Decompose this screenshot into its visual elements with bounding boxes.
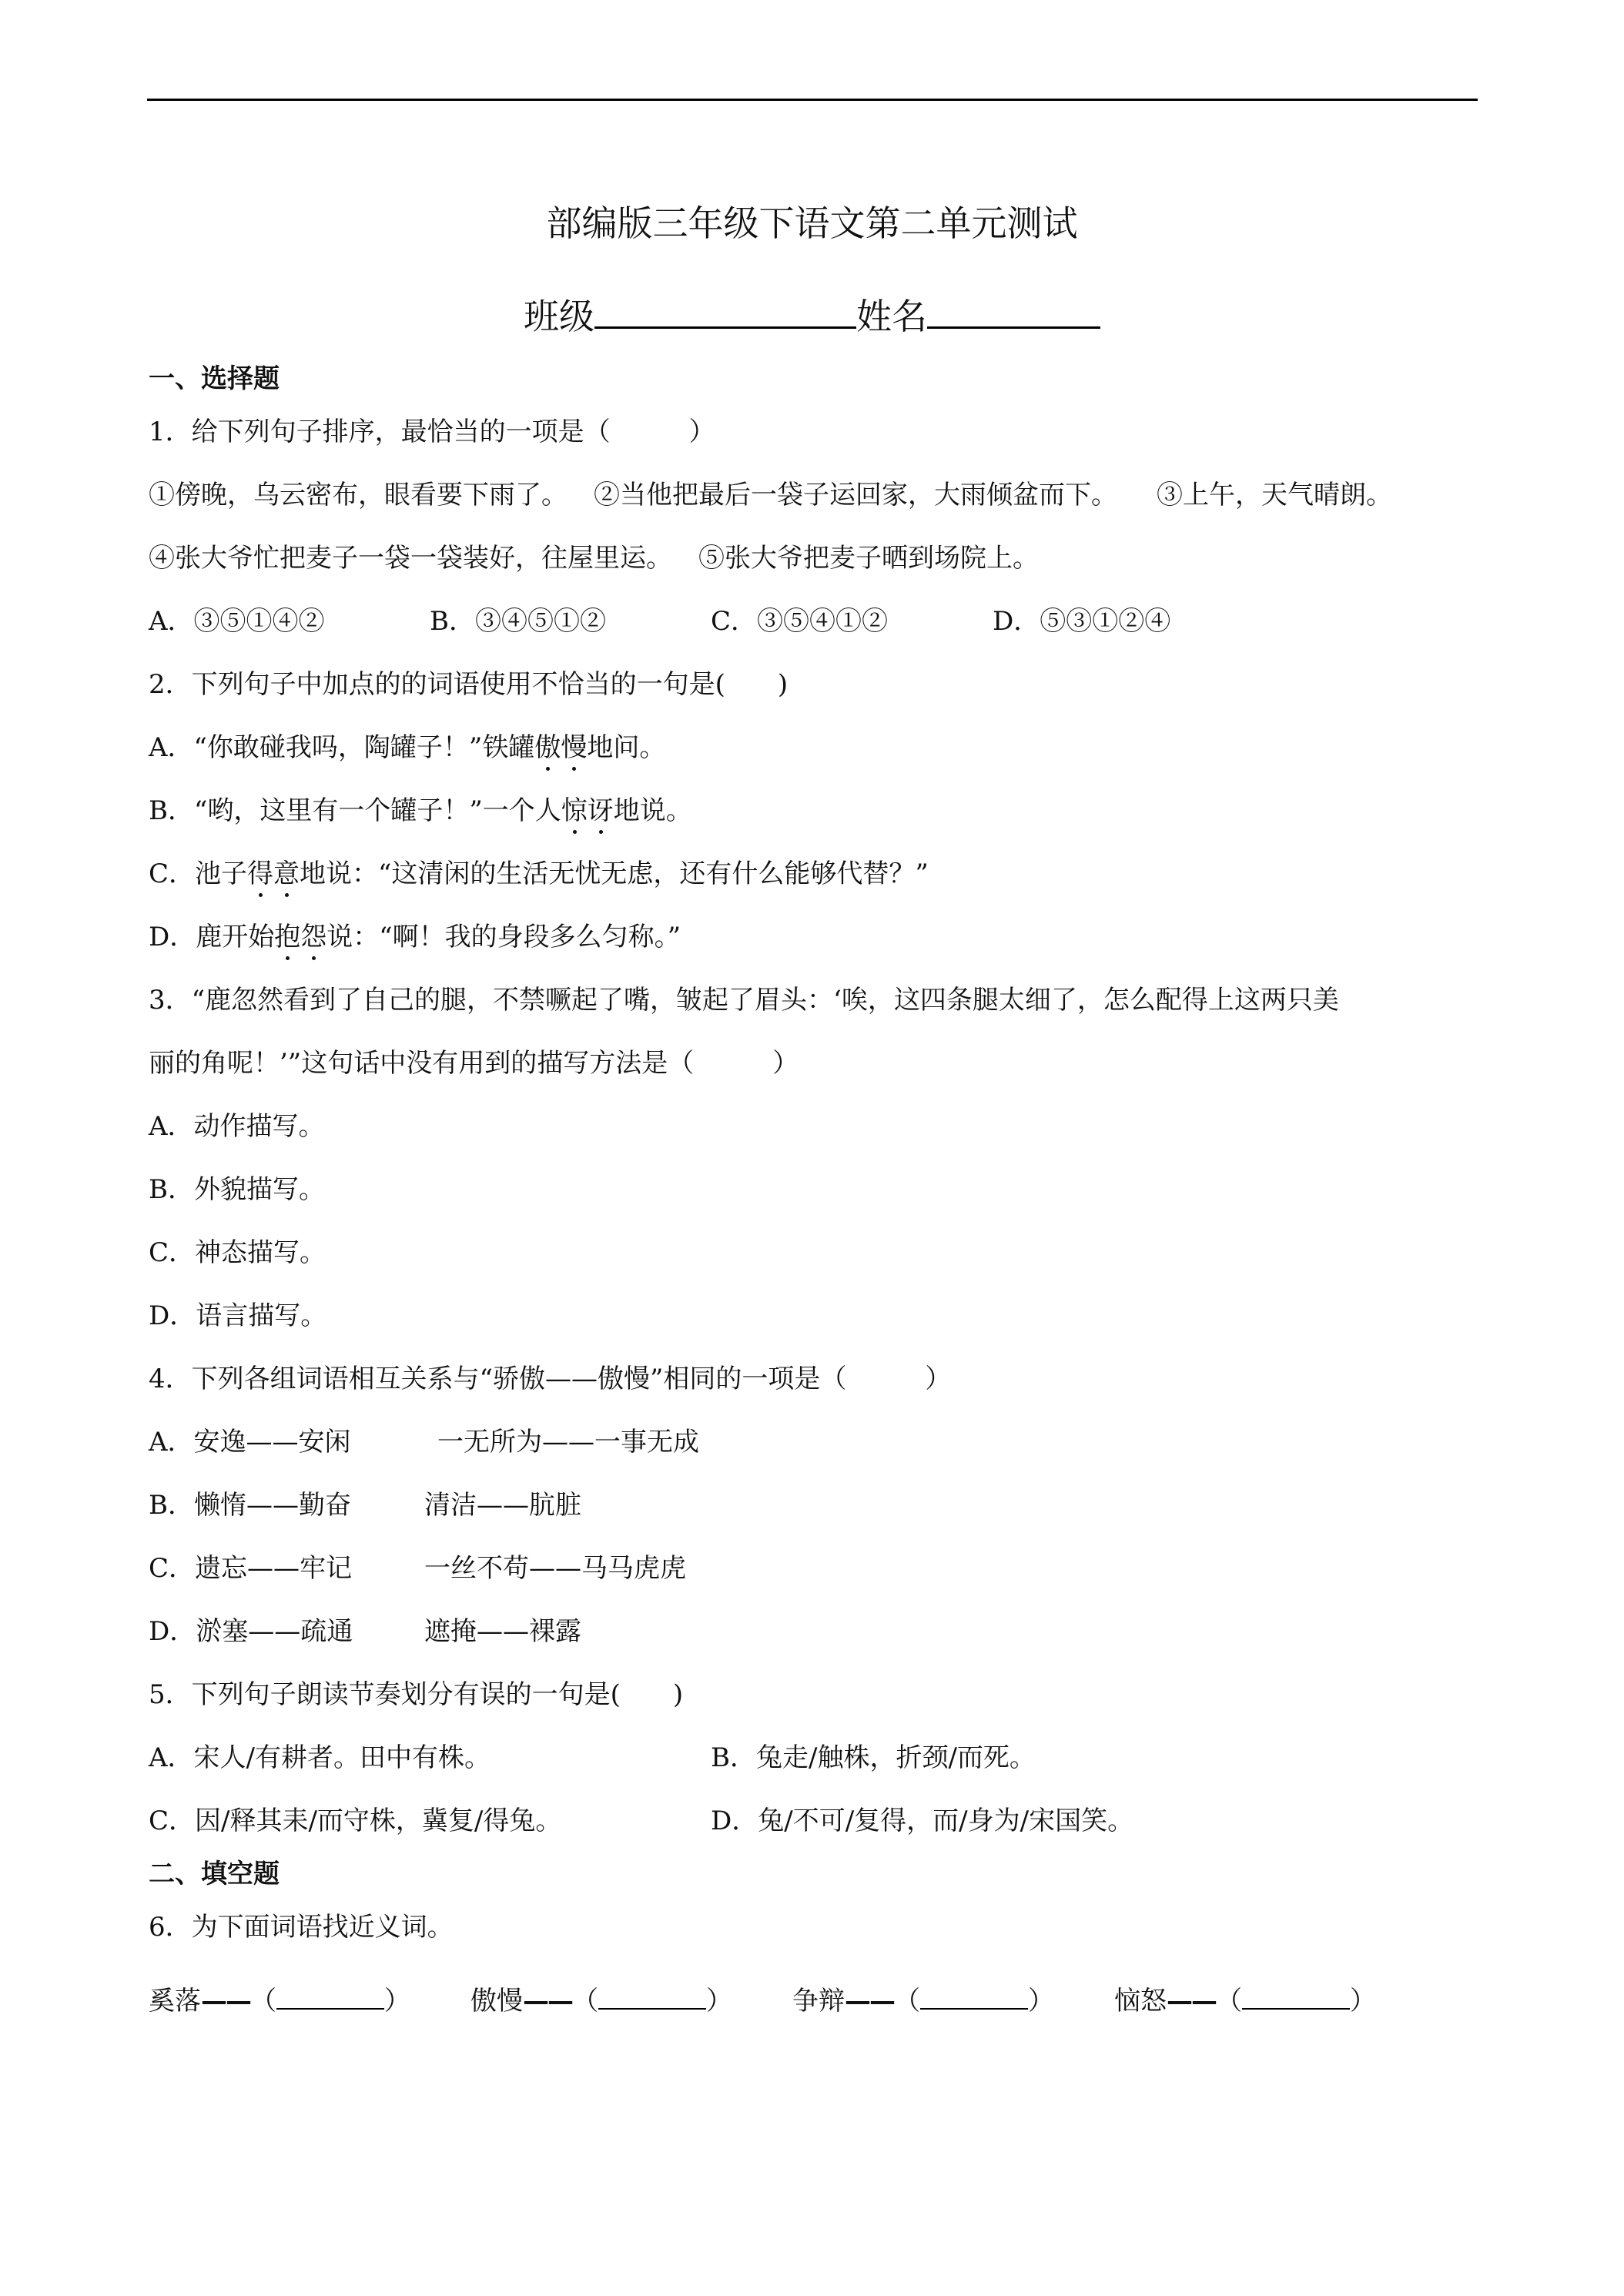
answer-blank[interactable] (920, 1982, 1028, 2010)
name-label: 姓名 (856, 296, 927, 337)
option-b[interactable] (149, 1487, 581, 1524)
word-pair: A．安逸——安闲 (149, 1427, 351, 1458)
option-text: 说：“啊！我的身段多么匀称。” (326, 922, 681, 952)
word-pair: C．遗忘——牢记 (149, 1553, 353, 1584)
dash: —— (201, 1986, 250, 2017)
question-6-stem: 6．为下面词语找近义词。 (149, 1912, 454, 1943)
word-pair: 一丝不苟——马马虎虎 (424, 1553, 686, 1584)
option-a[interactable] (149, 1424, 699, 1461)
option-text: 地说。 (613, 795, 692, 826)
option-c[interactable] (149, 855, 929, 892)
option-d[interactable]: D．语言描写。 (149, 1300, 327, 1331)
synonym-item (792, 1982, 1054, 2020)
sentence-2: ②当他把最后一袋子运回家，大雨倾盆而下。 (594, 480, 1117, 510)
dotted-char: 得 (247, 858, 274, 889)
header-rule (147, 99, 1478, 101)
option-a[interactable]: A．动作描写。 (149, 1111, 325, 1142)
dotted-char: 抱 (274, 922, 301, 952)
option-c[interactable]: C．③⑤④①② (711, 606, 889, 637)
option-c[interactable]: C．神态描写。 (149, 1237, 326, 1268)
class-blank[interactable] (594, 291, 856, 329)
option-a[interactable]: A．宋人/有耕者。田中有株。 (149, 1742, 491, 1773)
dash: —— (1167, 1986, 1216, 2017)
dotted-char: 怨 (300, 922, 327, 952)
question-3-stem-line1: 3．“鹿忽然看到了自己的腿，不禁噘起了嘴，皱起了眉头：‘唉，这四条腿太细了，怎么配得上这两只美 (149, 985, 1339, 1016)
option-d[interactable]: D．⑤③①②④ (993, 606, 1171, 637)
dotted-char: 讶 (587, 795, 614, 826)
synonym-item (470, 1982, 732, 2020)
word: 争辩 (792, 1986, 845, 2017)
question-4-stem: 4．下列各组词语相互关系与“骄傲——傲慢”相同的一项是（ ） (149, 1364, 952, 1394)
answer-blank[interactable] (598, 1982, 706, 2010)
option-d[interactable] (149, 919, 681, 956)
option-c[interactable]: C．因/释其耒/而守株，冀复/得兔。 (149, 1806, 562, 1836)
synonym-item (149, 1982, 410, 2020)
dash: —— (845, 1986, 894, 2017)
question-1-sentences-a (149, 477, 1392, 514)
paren: ） (706, 1986, 732, 2017)
section-heading-fill: 二、填空题 (149, 1859, 280, 1889)
option-d[interactable] (149, 1613, 581, 1650)
sentence-5: ⑤张大爷把麦子晒到场院上。 (698, 543, 1039, 574)
option-b[interactable] (149, 792, 692, 829)
word: 傲慢 (470, 1986, 523, 2017)
class-label: 班级 (524, 296, 594, 337)
paren: ） (1350, 1986, 1376, 2017)
option-text: B．“哟，这里有一个罐子！”一个人 (149, 795, 561, 826)
option-a[interactable] (149, 729, 665, 766)
word: 恼怒 (1114, 1986, 1167, 2017)
dotted-char: 傲 (534, 732, 561, 763)
option-a[interactable]: A．③⑤①④② (149, 606, 325, 637)
student-info-line (0, 291, 1624, 341)
option-c[interactable] (149, 1550, 686, 1587)
sentence-4: ④张大爷忙把麦子一袋一袋装好，往屋里运。 (149, 543, 672, 574)
sentence-1: ①傍晚，乌云密布，眼看要下雨了。 (149, 480, 568, 510)
dash: —— (523, 1986, 572, 2017)
word-pair: D．淤塞——疏通 (149, 1616, 353, 1647)
option-b[interactable]: B．兔走/触株，折颈/而死。 (711, 1742, 1036, 1773)
option-text: A．“你敢碰我吗，陶罐子！”铁罐 (149, 732, 535, 763)
synonym-item (1114, 1982, 1376, 2020)
paren: ） (1028, 1986, 1054, 2017)
paren: （ (894, 1986, 920, 2017)
word: 奚落 (149, 1986, 201, 2017)
dotted-char: 惊 (561, 795, 588, 826)
option-text: D．鹿开始 (149, 922, 275, 952)
question-1-sentences-b (149, 540, 1039, 577)
word-pair: 一无所为——一事无成 (437, 1427, 699, 1458)
word-pair: B．懒惰——勤奋 (149, 1490, 351, 1521)
paren: （ (250, 1986, 276, 2017)
dotted-char: 慢 (561, 732, 588, 763)
option-text: 地问。 (587, 732, 666, 763)
question-3-stem-line2: 丽的角呢！’”这句话中没有用到的描写方法是（ ） (149, 1048, 799, 1079)
paren: （ (572, 1986, 598, 2017)
section-heading-choice: 一、选择题 (149, 363, 280, 394)
option-text: C．池子 (149, 858, 248, 889)
page-title: 部编版三年级下语文第二单元测试 (546, 202, 1078, 244)
sentence-3: ③上午，天气晴朗。 (1157, 480, 1392, 510)
paren: （ (1216, 1986, 1242, 2017)
question-5-stem: 5．下列句子朗读节奏划分有误的一句是( ) (149, 1679, 684, 1710)
word-pair: 清洁——肮脏 (424, 1490, 581, 1521)
option-text: 地说：“这清闲的生活无忧无虑，还有什么能够代替？” (300, 858, 929, 889)
paren: ） (384, 1986, 410, 2017)
question-2-stem: 2．下列句子中加点的的词语使用不恰当的一句是( ) (149, 669, 789, 700)
answer-blank[interactable] (276, 1982, 384, 2010)
question-1-stem: 1．给下列句子排序，最恰当的一项是（ ） (149, 417, 715, 447)
option-b[interactable]: B．③④⑤①② (430, 606, 606, 637)
dotted-char: 意 (273, 858, 300, 889)
option-b[interactable]: B．外貌描写。 (149, 1174, 325, 1205)
option-d[interactable]: D．兔/不可/复得，而/身为/宋国笑。 (711, 1806, 1134, 1836)
word-pair: 遮掩——裸露 (424, 1616, 581, 1647)
name-blank[interactable] (927, 291, 1100, 329)
answer-blank[interactable] (1242, 1982, 1350, 2010)
